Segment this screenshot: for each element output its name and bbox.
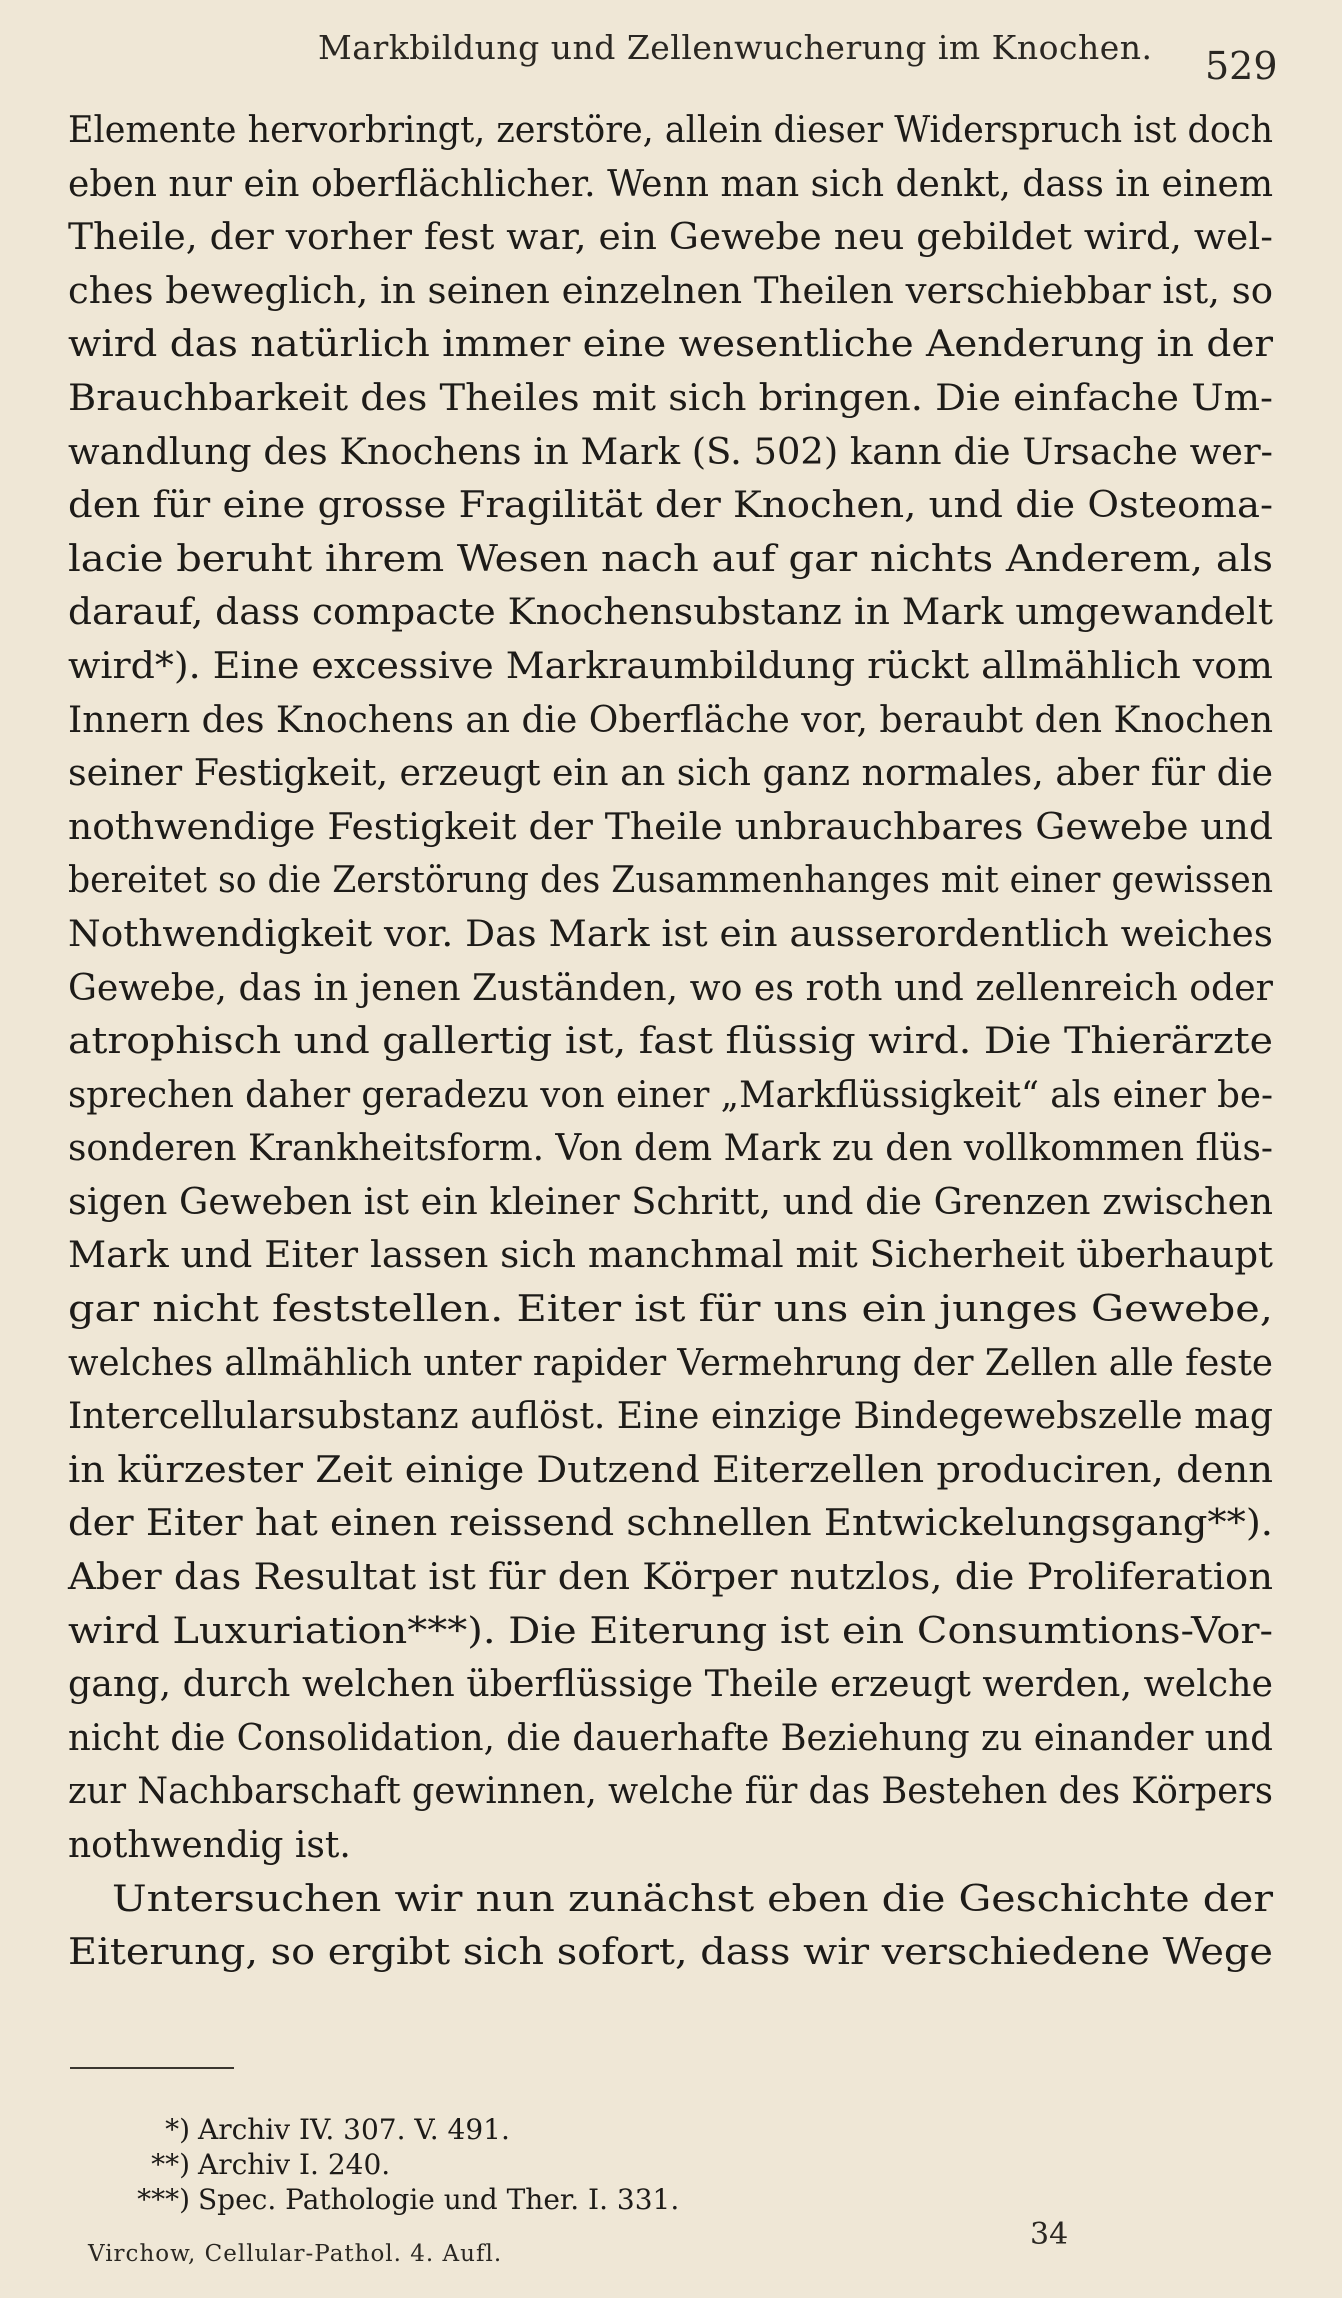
printer-signature: Virchow, Cellular-Pathol. 4. Aufl. xyxy=(88,2241,503,2267)
text-line: Eiterung, so ergibt sich sofort, dass wir verschiedene Wege xyxy=(68,1932,1273,1974)
footnote-text: Archiv I. 240. xyxy=(198,2148,391,2181)
body-text xyxy=(68,104,1273,1980)
text-line: ches beweglich, in seinen einzelnen Theilen verschiebbar ist, so xyxy=(68,270,1273,312)
text-line: Mark und Eiter lassen sich manchmal mit Sicherheit überhaupt xyxy=(68,1235,1273,1277)
text-line: zur Nachbarschaft gewinnen, welche für das Bestehen des Körpers xyxy=(68,1771,1273,1813)
text-line: Innern des Knochens an die Oberfläche vor, beraubt den Knochen xyxy=(68,699,1273,741)
footnote-mark: **) xyxy=(151,2148,190,2181)
footnote-mark: ***) xyxy=(137,2183,190,2216)
text-line: wird*). Eine excessive Markraumbildung rückt allmählich vom xyxy=(68,645,1273,687)
text-line: der Eiter hat einen reissend schnellen Entwickelungsgang**). xyxy=(68,1503,1273,1545)
text-line: Nothwendigkeit vor. Das Mark ist ein ausserordentlich weiches xyxy=(68,913,1273,955)
text-line: Aber das Resultat ist für den Körper nutzlos, die Proliferation xyxy=(68,1557,1273,1599)
footnote xyxy=(110,2182,910,2217)
text-line: lacie beruht ihrem Wesen nach auf gar nichts Anderem, als xyxy=(68,538,1273,580)
text-line: atrophisch und gallertig ist, fast flüssig wird. Die Thierärzte xyxy=(68,1021,1273,1063)
footnote-divider xyxy=(70,2067,234,2069)
text-line: sonderen Krankheitsform. Von dem Mark zu den vollkommen flüs- xyxy=(68,1128,1273,1170)
page-number: 529 xyxy=(1205,44,1278,88)
text-line: den für eine grosse Fragilität der Knochen, und die Osteoma- xyxy=(68,485,1273,527)
text-line: Untersuchen wir nun zunächst eben die Geschichte der xyxy=(112,1878,1273,1920)
paragraph-1 xyxy=(68,104,1273,1873)
text-line last-line: nothwendig ist. xyxy=(68,1825,351,1866)
footnotes xyxy=(110,2112,910,2217)
footnote-mark: *) xyxy=(165,2113,190,2146)
text-line: Gewebe, das in jenen Zuständen, wo es roth und zellenreich oder xyxy=(68,967,1273,1009)
text-line: welches allmählich unter rapider Vermehrung der Zellen alle feste xyxy=(68,1342,1273,1384)
text-line: gar nicht feststellen. Eiter ist für uns ein junges Gewebe, xyxy=(68,1289,1273,1331)
text-line: Brauchbarkeit des Theiles mit sich bringen. Die einfache Um- xyxy=(68,377,1273,419)
footnote-text: Spec. Pathologie und Ther. I. 331. xyxy=(198,2183,680,2216)
text-line: bereitet so die Zerstörung des Zusammenhanges mit einer gewissen xyxy=(68,860,1273,902)
text-line: wird das natürlich immer eine wesentliche Aenderung in der xyxy=(68,324,1273,366)
footnote-text: Archiv IV. 307. V. 491. xyxy=(198,2113,510,2146)
text-line: wird Luxuriation***). Die Eiterung ist ein Consumtions-Vor- xyxy=(68,1610,1273,1652)
text-line: eben nur ein oberflächlicher. Wenn man sich denkt, dass in einem xyxy=(68,163,1273,205)
text-line: in kürzester Zeit einige Dutzend Eiterzellen produciren, denn xyxy=(68,1449,1273,1491)
footnote xyxy=(110,2112,910,2147)
text-line: seiner Festigkeit, erzeugt ein an sich ganz normales, aber für die xyxy=(68,753,1273,795)
text-line: Elemente hervorbringt, zerstöre, allein dieser Widerspruch ist doch xyxy=(68,110,1273,151)
text-line: Theile, der vorher fest war, ein Gewebe neu gebildet wird, wel- xyxy=(68,217,1273,259)
text-line: darauf, dass compacte Knochensubstanz in Mark umgewandelt xyxy=(68,592,1273,634)
footnote xyxy=(110,2147,910,2182)
paragraph-2 xyxy=(68,1873,1273,1980)
text-line: sprechen daher geradezu von einer „Markflüssigkeit“ als einer be- xyxy=(68,1074,1273,1116)
text-line: wandlung des Knochens in Mark (S. 502) kann die Ursache wer- xyxy=(68,431,1273,473)
sheet-number: 34 xyxy=(1030,2217,1069,2252)
text-line: nothwendige Festigkeit der Theile unbrauchbares Gewebe und xyxy=(68,806,1273,848)
running-head: Markbildung und Zellenwucherung im Knochen. xyxy=(318,28,1153,67)
text-line: sigen Geweben ist ein kleiner Schritt, und die Grenzen zwischen xyxy=(68,1181,1273,1223)
text-line: gang, durch welchen überflüssige Theile erzeugt werden, welche xyxy=(68,1664,1273,1706)
text-line: Intercellularsubstanz auflöst. Eine einzige Bindegewebszelle mag xyxy=(68,1396,1273,1438)
text-line: nicht die Consolidation, die dauerhafte Beziehung zu einander und xyxy=(68,1717,1273,1759)
